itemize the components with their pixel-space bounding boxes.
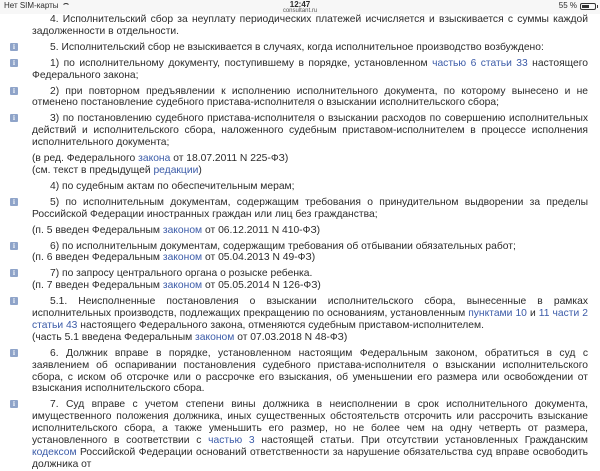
link-part3[interactable]: частью 3 [208,435,255,447]
text-run: от 07.03.2018 N 48-ФЗ) [234,331,348,343]
note-text [32,332,588,344]
text-run: от 05.05.2014 N 126-ФЗ) [202,280,321,292]
battery-percent: 55 % [558,1,577,10]
text-run: (в ред. Федерального [32,153,139,165]
text-run: (часть 5.1 введена Федеральным [32,331,196,343]
text-run: от 18.07.2011 N 225-ФЗ) [170,153,289,165]
note-part5-1-introduced [0,332,600,344]
note-text [32,153,588,165]
paragraph-text: 2) при повторном предъявлении к исполнению исполнительного документа, по которому вынесено и не отменено постановление судебного пристава-исполнителя о взыскании исполнительского сбора; [32,85,588,109]
law-link[interactable]: закона [138,153,171,165]
paragraph-5 [0,42,600,54]
text-run: (см. текст в предыдущей [32,164,154,176]
paragraph-5-5 [0,197,600,221]
paragraph-text: 6) по исполнительным документам, содержащим требования об отбывании обязательных работ; [50,240,516,252]
text-run: настоящей статьи. При отсутствии установленных Гражданским [254,435,588,447]
paragraph-text: 5) по исполнительным документам, содержащим требования о принудительном выдворении за пределы Российской Федерации иностранных граждан или лиц без гражданства; [32,196,588,220]
text-run: 7. Суд вправе с учетом степени вины должника в неисполнении в срок исполнительного документа, имущественного положения должника, иных существенных обстоятельств отсрочить или рассрочить взыскание исполнительского сбора, а также уменьшить его размер, но не более чем на одну четверть от размера, установленного в соответствии с [32,399,588,447]
info-icon[interactable]: i [10,242,18,250]
text-run: от 05.04.2013 N 49-ФЗ) [202,252,316,264]
text-run: ) [198,164,202,176]
info-icon[interactable]: i [10,349,18,357]
info-icon[interactable]: i [10,400,18,408]
paragraph-text [32,58,588,82]
note-text [32,165,588,177]
law-link[interactable]: законом [195,331,235,343]
text-run: настоящего Федерального закона; [32,57,588,81]
note-item5-introduced [0,225,600,237]
paragraph-5-6 [0,241,600,253]
law-link[interactable]: законом [162,280,203,292]
paragraph-5-3 [0,113,600,149]
info-icon[interactable]: i [10,43,18,51]
note-previous-edition [0,165,600,177]
paragraph-4 [0,14,600,38]
law-link[interactable]: законом [162,224,203,236]
carrier-label: Нет SIM-карты [4,1,59,10]
note-amendment-225 [0,153,600,165]
info-icon[interactable]: i [10,87,18,95]
link-civil-code[interactable]: кодексом [32,447,77,458]
note-item7-introduced [0,280,600,292]
text-run: 1) по исполнительному документу, поступившему в порядке, установленном [50,57,433,69]
text-run: (п. 6 введен Федеральным [32,252,163,264]
info-icon[interactable]: i [10,269,18,277]
text-run: и [526,308,539,320]
paragraph-text: 4) по судебным актам по обеспечительным мерам; [50,180,295,192]
paragraph-text: 7) по запросу центрального органа о розыске ребенка. [50,268,313,280]
note-text [32,225,588,237]
note-item6-introduced [0,252,600,264]
text-run: 5.1. Неисполненные постановления о взыскании исполнительского сбора, вынесенные в рамках исполнительных производств, подлежащих прекращению по основаниям, установленным [32,296,588,320]
info-icon[interactable]: i [10,59,18,67]
paragraph-text: 3) по постановлению судебного пристава-исполнителя о взыскании расходов по совершению исполнительных действий и исполнительского сбора, наложенного судебным приставом-исполнителем в процессе исполнения исполнительного документа; [32,113,588,149]
text-run: настоящего Федерального закона, отменяются судебным приставом-исполнителем. [77,319,484,331]
paragraph-text [32,296,588,332]
paragraph-5-4 [0,181,600,193]
status-right [559,1,596,11]
text-run: Российской Федерации оснований ответственности за нарушение обязательства суд вправе освободить должника от [32,447,588,470]
paragraph-text [32,399,588,470]
paragraph-text: 5. Исполнительский сбор не взыскивается в случаях, когда исполнительное производство возбуждено: [50,41,544,53]
link-part2-article43[interactable]: 11 части 2 статьи 43 [32,308,588,331]
note-text [32,252,588,264]
link-points-10[interactable]: пунктами 10 [468,308,527,320]
battery-icon [580,3,596,10]
paragraph-7 [0,399,600,470]
document-body [0,14,600,471]
text-run: (п. 7 введен Федеральным [32,280,163,292]
paragraph-5-7 [0,268,600,280]
edition-link[interactable]: редакции [153,164,199,176]
address-url[interactable]: consultant.ru [282,8,318,14]
paragraph-6 [0,348,600,396]
link-part6-article33[interactable]: частью 6 статьи 33 [432,57,528,69]
battery-level [582,5,589,8]
paragraph-5-1-part [0,296,600,332]
text-run: (п. 5 введен Федеральным [32,224,163,236]
paragraph-text: 4. Исполнительский сбор за неуплату периодических платежей исчисляется и взыскивается с суммы каждой задолженности в отдельности. [32,14,588,37]
paragraph-5-2 [0,86,600,110]
info-icon[interactable]: i [10,198,18,206]
info-icon[interactable]: i [10,114,18,122]
note-text [32,280,588,292]
text-run: от 06.12.2011 N 410-ФЗ) [202,224,321,236]
status-bar [0,0,600,14]
law-link[interactable]: законом [162,252,203,264]
info-icon[interactable]: i [10,297,18,305]
clock: 12:47 [289,0,311,9]
paragraph-text: 6. Должник вправе в порядке, установленном настоящим Федеральным законом, обратиться в суд с заявлением об оспаривании постановления судебного пристава-исполнителя о взыскании исполнительского сбора, с иском об отсрочке или о рассрочке его взыскания, об уменьшении его размера или освобождении от взыскания исполнительского сбора. [32,347,588,395]
paragraph-5-1 [0,58,600,82]
